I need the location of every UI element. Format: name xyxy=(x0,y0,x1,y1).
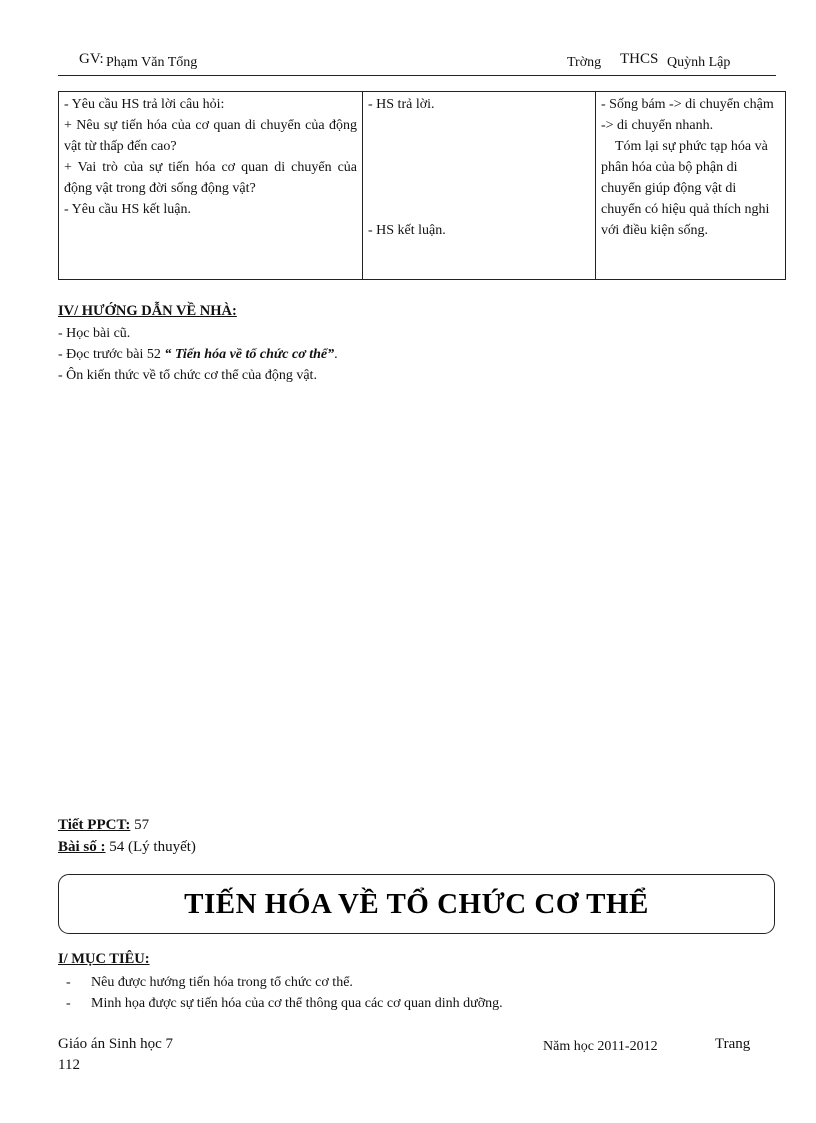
lesson-title: TIẾN HÓA VỀ TỔ CHỨC CƠ THỂ xyxy=(184,887,649,920)
school-prefix: Trờng xyxy=(567,55,602,70)
table-row xyxy=(59,92,786,280)
punctuation: . xyxy=(334,347,338,362)
activity-table xyxy=(58,91,786,280)
lesson-number-line xyxy=(58,837,196,857)
teacher-name: Phạm Văn Tổng xyxy=(106,55,198,70)
school-type: THCS xyxy=(620,51,659,67)
homework-item: - Ôn kiến thức về tổ chức cơ thể của động vật. xyxy=(58,368,317,383)
list-item: - HS trả lời. xyxy=(368,97,435,112)
lesson-title-box xyxy=(58,874,775,934)
bullet: - xyxy=(66,996,71,1011)
list-item: + Vai trò của sự tiến hóa cơ quan di chuyển của động vật trong đời sống động vật? xyxy=(64,160,357,196)
footer-page-label: Trang xyxy=(715,1036,751,1052)
school-name: Quỳnh Lập xyxy=(667,55,731,70)
objectives-title: I/ MỤC TIÊU: xyxy=(58,951,150,967)
footer-page-number: 112 xyxy=(58,1057,80,1073)
list-item: + Nêu sự tiến hóa của cơ quan di chuyển của động vật từ thấp đến cao? xyxy=(64,118,357,154)
period-value: 57 xyxy=(134,817,150,833)
lesson-number-label: Bài số : xyxy=(58,839,106,855)
objective-item: Minh họa được sự tiến hóa của cơ thể thông qua các cơ quan dinh dưỡng. xyxy=(91,996,503,1011)
teacher-activity-cell xyxy=(59,92,363,280)
homework-item-text: - Đọc trước bài 52 xyxy=(58,347,161,362)
list-item: Tóm lại sự phức tạp hóa và phân hóa của bộ phận di chuyển giúp động vật di chuyển có hiệu quả thích nghi với điều kiện sống. xyxy=(601,139,770,238)
list-item: - HS kết luận. xyxy=(368,223,446,238)
objective-item: Nêu được hướng tiến hóa trong tổ chức cơ thể. xyxy=(91,975,353,990)
period-line xyxy=(58,815,149,835)
list-item: - Yêu cầu HS trả lời câu hỏi: xyxy=(64,97,225,112)
gv-prefix: GV: xyxy=(79,51,104,67)
lesson-number-value: 54 (Lý thuyết) xyxy=(109,839,196,855)
footer xyxy=(0,1030,816,1080)
list-item: - Yêu cầu HS kết luận. xyxy=(64,202,191,217)
header-rule xyxy=(58,75,776,76)
footer-year: Năm học 2011-2012 xyxy=(543,1039,658,1054)
student-activity-cell xyxy=(363,92,596,280)
footer-subject: Giáo án Sinh học 7 xyxy=(58,1036,173,1052)
homework-title: IV/ HƯỚNG DẪN VỀ NHÀ: xyxy=(58,303,237,319)
period-label: Tiết PPCT: xyxy=(58,817,131,833)
list-item: - Sống bám -> di chuyển chậm -> di chuyển nhanh. xyxy=(601,97,774,133)
homework-item: - Học bài cũ. xyxy=(58,326,131,341)
content-cell xyxy=(596,92,786,280)
homework-item xyxy=(58,345,338,365)
bullet: - xyxy=(66,975,71,990)
lesson-reference: “ Tiến hóa về tổ chức cơ thể” xyxy=(164,347,335,362)
header xyxy=(0,0,816,80)
